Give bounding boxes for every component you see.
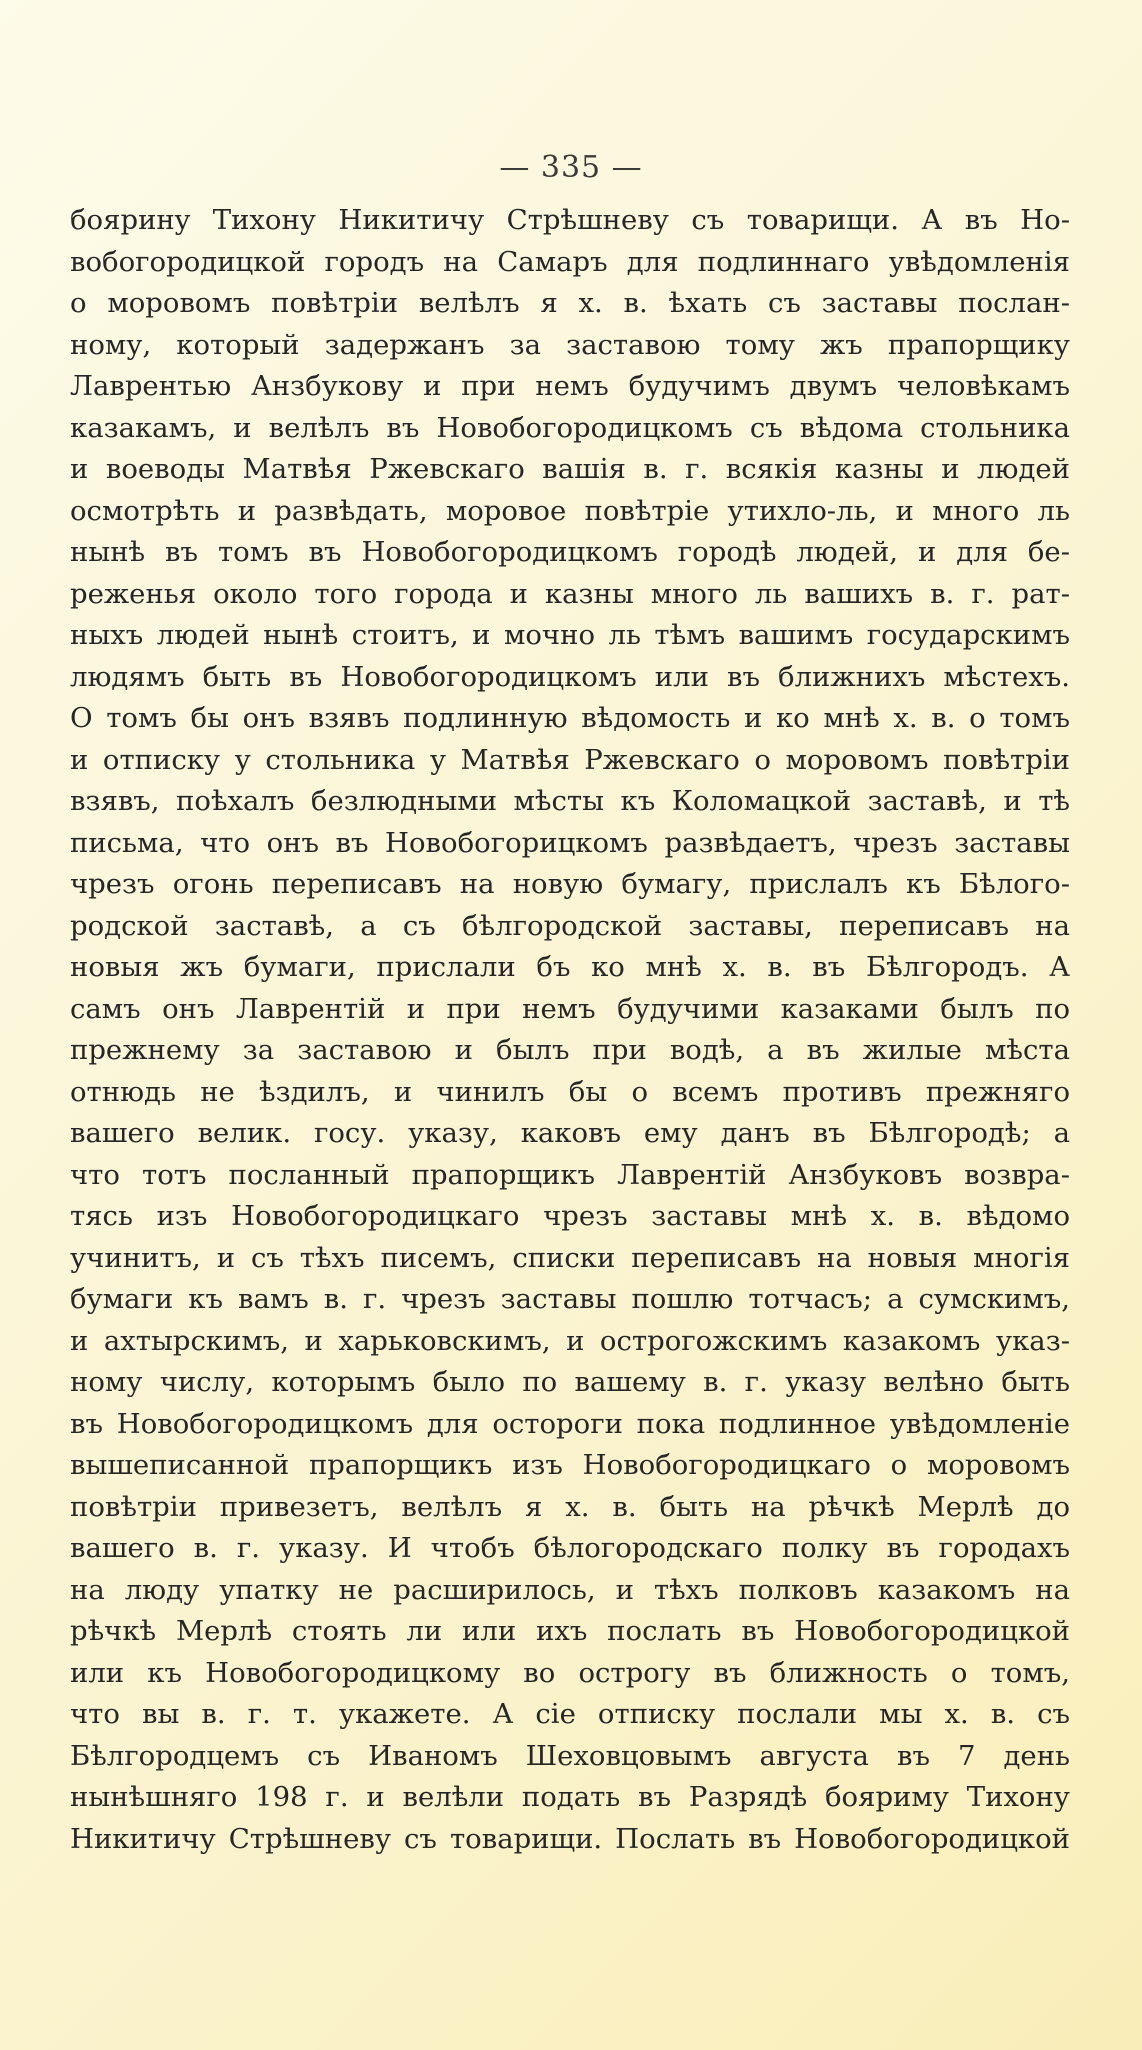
text-line: реженья около того города и казны много ль вашихъ в. г. рат- [70, 577, 1070, 610]
text-line: вашего велик. госу. указу, каковъ ему данъ въ Бѣлгородѣ; а [70, 1117, 1070, 1149]
text-line: вашего в. г. указу. И чтобъ бѣлогородскаго полку въ городахъ [70, 1532, 1070, 1564]
text-line: казакамъ, и велѣлъ въ Новобогородицкомъ съ вѣдома стольника [70, 411, 1070, 444]
text-line: что вы в. г. т. укажете. А сіе отписку послали мы х. в. съ [70, 1698, 1070, 1730]
text-line: о моровомъ повѣтріи велѣлъ я х. в. ѣхать съ заставы послан- [70, 287, 1070, 319]
text-line: на люду упатку не расширилось, и тѣхъ полковъ казакомъ на [70, 1573, 1070, 1606]
text-line: или къ Новобогородицкому во острогу въ ближность о томъ, [70, 1656, 1070, 1689]
text-line: рѣчкѣ Мерлѣ стоять ли или ихъ послать въ Новобогородицкой [70, 1615, 1070, 1647]
text-line: новыя жъ бумаги, прислали бъ ко мнѣ х. в. въ Бѣлгородъ. А [70, 951, 1070, 983]
text-line: нынѣ въ томъ въ Новобогородицкомъ городѣ людей, и для бе- [70, 536, 1070, 568]
text-line: отнюдь не ѣздилъ, и чинилъ бы о всемъ противъ прежняго [70, 1075, 1070, 1108]
text-line: Никитичу Стрѣшневу съ товарищи. Послать въ Новобогородицкой [70, 1822, 1070, 1855]
text-line: ному, который задержанъ за заставою тому жъ прапорщику [70, 328, 1070, 361]
text-line: самъ онъ Лаврентій и при немъ будучими казаками былъ по [70, 992, 1070, 1025]
text-line: Лаврентью Анзбукову и при немъ будучимъ двумъ человѣкамъ [70, 370, 1070, 402]
text-line: ныхъ людей нынѣ стоитъ, и мочно ль тѣмъ вашимъ государскимъ [70, 619, 1070, 651]
text-line: родской заставѣ, а съ бѣлгородской заставы, переписавъ на [70, 909, 1070, 942]
text-line: письма, что онъ въ Новобогорицкомъ развѣдаетъ, чрезъ заставы [70, 826, 1070, 859]
text-line: повѣтріи привезетъ, велѣлъ я х. в. быть на рѣчкѣ Мерлѣ до [70, 1490, 1070, 1523]
text-line: О томъ бы онъ взявъ подлинную вѣдомость и ко мнѣ х. в. о томъ [70, 702, 1070, 734]
text-line: бояринy Тихону Никитичу Стрѣшневу съ товарищи. А въ Но- [70, 204, 1070, 236]
text-line: и ахтырскимъ, и харьковскимъ, и острогожскимъ казакомъ указ- [70, 1324, 1070, 1357]
text-line: взявъ, поѣхалъ безлюдными мѣсты къ Коломацкой заставѣ, и тѣ [70, 785, 1070, 817]
text-line: въ Новобогородицкомъ для остороги пока подлинное увѣдомленіе [70, 1407, 1070, 1440]
body-text [70, 200, 1070, 1860]
text-line: людямъ быть въ Новобогородицкомъ или въ ближнихъ мѣстехъ. [70, 660, 1070, 693]
text-line: Бѣлгородцемъ съ Иваномъ Шеховцовымъ августа въ 7 день [70, 1739, 1070, 1772]
text-line: вобогородицкой городъ на Самаръ для подлиннаго увѣдомленія [70, 245, 1070, 278]
text-line: что тотъ посланный прапорщикъ Лаврентій Анзбуковъ возвра- [70, 1158, 1070, 1191]
text-line: и воеводы Матвѣя Ржевскаго вашія в. г. всякія казны и людей [70, 453, 1070, 485]
text-line: ному числу, которымъ было по вашему в. г. указу велѣно быть [70, 1366, 1070, 1398]
page-number: — 335 — [499, 150, 643, 185]
text-line: вышеписанной прапорщикъ изъ Новобогородицкаго о моровомъ [70, 1449, 1070, 1481]
text-line: осмотрѣть и развѣдать, моровое повѣтріе утихло-ль, и много ль [70, 494, 1070, 527]
text-line: нынѣшняго 198 г. и велѣли подать въ Разрядѣ бояриму Тихону [70, 1781, 1070, 1813]
text-line: чрезъ огонь переписавъ на новую бумагу, прислалъ къ Бѣлого- [70, 868, 1070, 900]
text-line: тясь изъ Новобогородицкаго чрезъ заставы мнѣ х. в. вѣдомо [70, 1200, 1070, 1232]
text-line: прежнему за заставою и былъ при водѣ, а въ жилые мѣста [70, 1034, 1070, 1066]
text-line: и отписку у стольника у Матвѣя Ржевскаго о моровомъ повѣтріи [70, 743, 1070, 776]
text-line: учинитъ, и съ тѣхъ писемъ, списки переписавъ на новыя многія [70, 1241, 1070, 1274]
text-line: бумаги къ вамъ в. г. чрезъ заставы пошлю тотчасъ; а сумскимъ, [70, 1283, 1070, 1315]
